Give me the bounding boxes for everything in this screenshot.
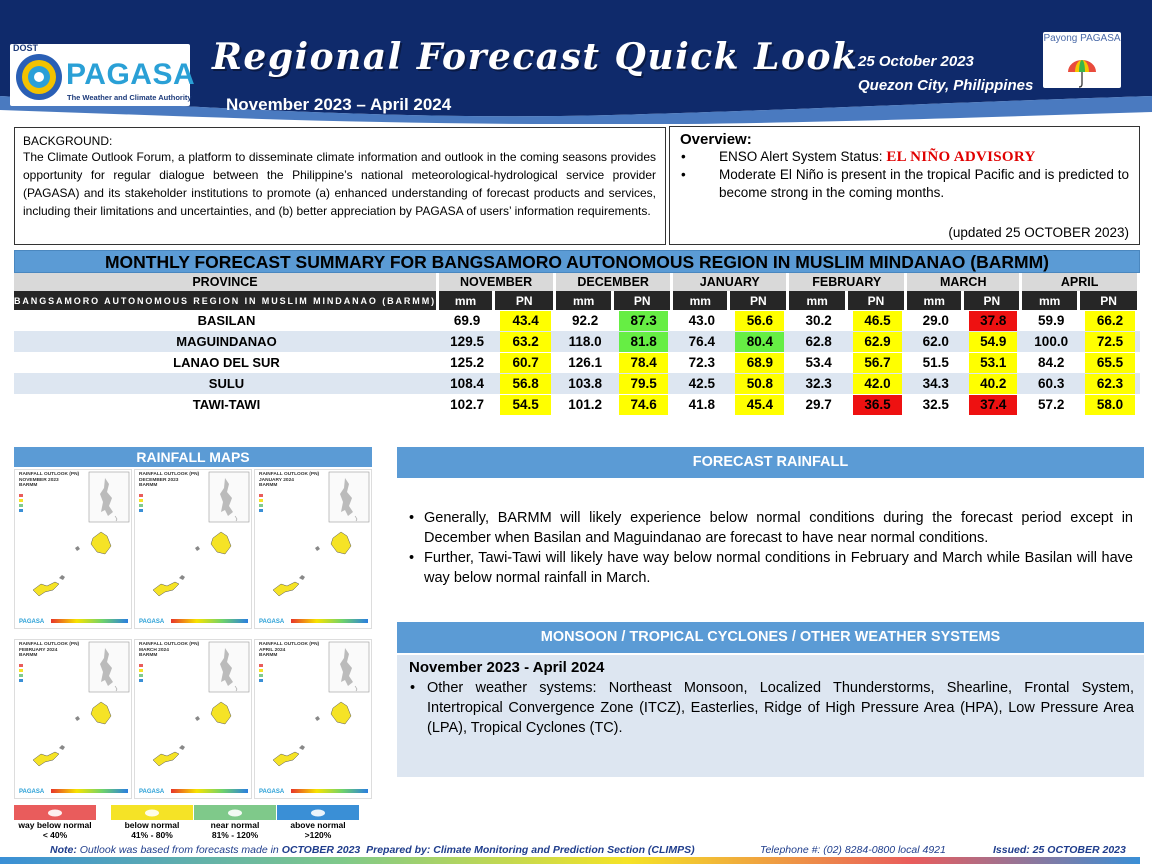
note-label: Note: [50,844,77,856]
table-row [14,373,1140,394]
pn-cell [730,394,789,415]
legend-swatch [14,805,96,820]
pn-cell [964,352,1022,373]
mm-cell: 76.4 [673,331,730,352]
mm-cell: 53.4 [805,355,832,370]
mm-cell: 57.2 [1038,397,1065,412]
note-month: OCTOBER 2023 [281,844,361,856]
pn-value: 46.5 [853,311,902,331]
mm-header: mm [556,291,614,310]
forecast-period: November 2023 – April 2024 [226,95,452,114]
pn-value: 43.4 [500,311,551,331]
payong-pagasa-logo [1043,32,1121,88]
legend-item [277,805,359,845]
monsoon-period: November 2023 - April 2024 [409,659,605,676]
legend-label: below normal [124,820,180,830]
month-header: MARCH [907,273,1022,291]
mm-cell: 102.7 [450,397,484,412]
issue-place: Quezon City, Philippines [858,77,1034,94]
mm-cell: 125.2 [450,355,484,370]
pn-cell [848,373,907,394]
pn-value: 50.8 [735,374,784,394]
pn-cell [964,331,1022,352]
mm-cell: 92.2 [571,313,599,328]
list-item: • Other weather systems: Northeast Monsoon, Localized Thunderstorms, Shearline, Frontal System, Intertropical Convergence Zone (ITCZ), Easterlies, Ridge of High Pressure Area (HPA), Low Pressure Area (LPA), Tropical Cyclones (TC). [409,678,1134,738]
pn-header: PN [848,291,907,310]
table-title: MONTHLY FORECAST SUMMARY FOR BANGSAMORO AUTONOMOUS REGION IN MUSLIM MINDANAO (BARMM) [14,250,1140,273]
month-header-row [14,273,1140,291]
footer [0,842,1152,864]
pn-value: 56.8 [500,374,551,394]
overview-section [669,126,1140,245]
province-cell: TAWI-TAWI [192,397,261,412]
pn-cell [495,394,556,415]
pagasa-logo [10,43,196,106]
map-title: RAINFALL OUTLOOK (PN) FEBRUARY 2024 BARMM [19,642,80,658]
pn-cell [495,352,556,373]
forecast-table [14,273,1140,415]
legend-swatch [111,805,193,820]
pn-value: 62.9 [853,332,902,352]
mm-cell: 69.9 [453,313,481,328]
cloud-icon [277,805,359,820]
map-pagasa-logo: PAGASA [19,619,45,625]
province-header: PROVINCE [14,273,439,291]
overview-heading: Overview: [680,131,752,148]
pn-cell [1080,373,1140,394]
pn-value: 65.5 [1085,353,1135,373]
map-pagasa-logo: PAGASA [259,789,285,795]
mm-cell: 41.8 [688,397,715,412]
mm-header: mm [907,291,964,310]
list-item: • Further, Tawi-Tawi will likely have way below normal conditions in February and March while Basilan will have way below normal rainfall in March. [408,548,1133,588]
pn-value: 66.2 [1085,311,1135,331]
map-color-bar [291,789,368,793]
pn-cell [730,352,789,373]
pn-cell [495,373,556,394]
pn-cell [614,373,673,394]
footer-note [50,844,695,856]
pn-value: 56.7 [853,353,902,373]
legend-swatch [277,805,359,820]
table-row [14,331,1140,352]
pn-value: 63.2 [500,332,551,352]
legend-item [194,805,276,845]
mm-cell: 30.2 [805,313,832,328]
background-heading: BACKGROUND: [23,134,113,148]
pn-cell [848,331,907,352]
note-text: Outlook was based from forecasts made in [76,844,282,856]
pn-value: 37.4 [969,395,1017,415]
cloud-icon [14,805,96,820]
pn-cell [730,331,789,352]
mm-cell: 118.0 [556,331,614,352]
month-header: JANUARY [673,273,789,291]
pn-header: PN [1080,291,1140,310]
legend-label: near normal [210,820,260,830]
mm-header: mm [673,291,730,310]
prepared-by: Prepared by: Climate Monitoring and Prediction Section (CLIMPS) [366,844,695,856]
mm-cell: 84.2 [1038,355,1065,370]
pn-header: PN [964,291,1022,310]
province-cell: MAGUINDANAO [14,331,439,352]
map-graphic [255,470,372,629]
mm-cell: 32.5 [922,397,949,412]
mm-header: mm [1022,291,1080,310]
footer-issued: Issued: 25 OCTOBER 2023 [993,844,1126,856]
table-row [14,352,1140,373]
mm-header: mm [439,291,495,310]
month-header: DECEMBER [556,273,673,291]
pn-value: 45.4 [735,395,784,415]
pn-cell [614,331,673,352]
cloud-icon [111,805,193,820]
pagasa-tagline: The Weather and Climate Authority [67,93,192,102]
pn-value: 36.5 [853,395,902,415]
background-text: The Climate Outlook Forum, a platform to disseminate climate information and outlook in the coming seasons provides opportunity for regular dialogue between the Philippine’s national meteorological-hydrological service provider (PAGASA) and its stakeholder institutions to promote (a) enhanced understanding of forecast products and services, including their limitations and uncertainties, and (b) better appreciation by PAGASA of users’ information requirements. [23,150,656,218]
legend-swatch [194,805,276,820]
mm-cell: 29.0 [922,313,949,328]
issue-date: 25 October 2023 [858,53,974,70]
pn-cell [614,310,673,331]
legend-item [111,805,193,845]
pn-value: 62.3 [1085,374,1135,394]
pn-cell [730,310,789,331]
pn-cell [964,373,1022,394]
rainfall-map-thumbnail [14,469,132,629]
monsoon-section [397,655,1144,777]
overview-updated: (updated 25 OCTOBER 2023) [948,225,1129,240]
umbrella-icon [1066,58,1098,88]
rainfall-map-thumbnail [134,639,252,799]
map-pagasa-logo: PAGASA [259,619,285,625]
month-header: APRIL [1022,273,1140,291]
dost-label: DOST [13,43,39,53]
province-cell: LANAO DEL SUR [173,355,280,370]
legend-label: above normal [290,820,346,830]
pn-cell [1080,352,1140,373]
pn-cell [495,331,556,352]
map-pagasa-logo: PAGASA [139,789,165,795]
mm-cell: 108.4 [439,373,495,394]
map-color-bar [51,789,128,793]
rainfall-map-thumbnail [14,639,132,799]
monsoon-heading: MONSOON / TROPICAL CYCLONES / OTHER WEATHER SYSTEMS [397,622,1144,653]
province-cell: BASILAN [197,313,256,328]
pn-value: 80.4 [735,332,784,352]
rainfall-map-thumbnail [134,469,252,629]
pn-value: 37.8 [969,311,1017,331]
pn-value: 54.9 [969,332,1017,352]
rainfall-map-thumbnail [254,639,372,799]
enso-label: ENSO Alert System Status: [719,149,887,164]
pn-value: 60.7 [500,353,551,373]
page-title: Regional Forecast Quick Look [212,36,859,78]
month-header: NOVEMBER [439,273,556,291]
map-title: RAINFALL OUTLOOK (PN) NOVEMBER 2023 BARMM [19,472,80,488]
legend-range: < 40% [42,830,68,840]
mm-cell: 62.0 [907,331,964,352]
pn-value: 74.6 [619,395,668,415]
map-graphic [255,640,372,799]
pn-cell [614,352,673,373]
pn-cell [964,310,1022,331]
pn-value: 68.9 [735,353,784,373]
map-color-bar [171,789,248,793]
pn-header: PN [614,291,673,310]
pn-value: 87.3 [619,311,668,331]
pn-value: 81.8 [619,332,668,352]
mm-cell: 60.3 [1022,373,1080,394]
rainfall-map-thumbnail [254,469,372,629]
pn-header: PN [495,291,556,310]
forecast-rainfall-heading: FORECAST RAINFALL [397,447,1144,478]
mm-cell: 100.0 [1022,331,1080,352]
mm-cell: 32.3 [789,373,848,394]
pn-cell [848,310,907,331]
cloud-icon [194,805,276,820]
pn-cell [848,352,907,373]
map-graphic [135,640,252,799]
enso-status-item [680,148,1129,166]
pn-cell [1080,310,1140,331]
map-title: RAINFALL OUTLOOK (PN) APRIL 2024 BARMM [259,642,320,658]
map-title: RAINFALL OUTLOOK (PN) JANUARY 2024 BARMM [259,472,320,488]
pn-cell [730,373,789,394]
list-item: • Generally, BARMM will likely experience below normal conditions during the forecast period except in December when Basilan and Maguindanao are forecast to have near normal conditions. [408,508,1133,548]
footer-telephone: Telephone #: (02) 8284-0800 local 4921 [760,844,946,856]
mm-cell: 62.8 [789,331,848,352]
forecast-rainfall-list [408,508,1133,588]
mm-cell: 101.2 [568,397,603,412]
rainfall-legend [14,805,358,845]
bullet-icon: • [681,149,686,164]
map-pagasa-logo: PAGASA [139,619,165,625]
pn-value: 56.6 [735,311,784,331]
enso-status-badge: EL NIÑO ADVISORY [886,149,1036,165]
map-title: RAINFALL OUTLOOK (PN) DECEMBER 2023 BARMM [139,472,200,488]
enso-detail-text: Moderate El Niño is present in the tropical Pacific and is predicted to become strong in the coming months. [719,167,1129,200]
table-row [14,394,1140,415]
mm-cell: 103.8 [556,373,614,394]
pn-cell [1080,394,1140,415]
mm-cell: 51.5 [922,355,949,370]
pn-value: 54.5 [500,395,551,415]
mm-cell: 126.1 [568,355,603,370]
legend-range: >120% [304,830,332,840]
pn-cell [964,394,1022,415]
legend-range: 41% - 80% [131,830,173,840]
table-row [14,310,1140,331]
pn-cell [495,310,556,331]
rainfall-maps-grid [14,469,372,799]
mm-cell: 34.3 [907,373,964,394]
pn-value: 79.5 [619,374,668,394]
month-header: FEBRUARY [789,273,907,291]
rainfall-maps-heading: RAINFALL MAPS [14,447,372,467]
mm-cell: 129.5 [439,331,495,352]
map-title: RAINFALL OUTLOOK (PN) MARCH 2024 BARMM [139,642,200,658]
pn-cell [848,394,907,415]
background-section [14,127,666,245]
pn-value: 78.4 [619,353,668,373]
mm-cell: 72.3 [688,355,715,370]
pn-cell [1080,331,1140,352]
pn-value: 53.1 [969,353,1017,373]
pn-value: 72.5 [1085,332,1135,352]
pn-value: 42.0 [853,374,902,394]
mm-header: mm [789,291,848,310]
monsoon-list [409,678,1134,738]
map-graphic [135,470,252,629]
mm-cell: 43.0 [688,313,715,328]
unit-header-row [14,291,1140,310]
payong-logo-text: Payong PAGASA [1043,33,1121,44]
map-color-bar [171,619,248,623]
legend-item [14,805,96,845]
legend-range: 81% - 120% [211,830,259,840]
enso-detail-item [680,166,1129,202]
mm-cell: 29.7 [805,397,832,412]
pagasa-wordmark: PAGASA [66,58,196,91]
pn-cell [614,394,673,415]
header-banner [0,0,1152,124]
pn-value: 40.2 [969,374,1017,394]
pn-value: 58.0 [1085,395,1135,415]
legend-label: way below normal [18,820,92,830]
map-graphic [15,470,132,629]
mm-cell: 59.9 [1038,313,1065,328]
table-body [14,310,1140,415]
pagasa-seal-icon [14,52,64,102]
mm-cell: 42.5 [673,373,730,394]
province-cell: SULU [14,373,439,394]
map-color-bar [291,619,368,623]
map-color-bar [51,619,128,623]
map-graphic [15,640,132,799]
map-pagasa-logo: PAGASA [19,789,45,795]
region-label: BANGSAMORO AUTONOMOUS REGION IN MUSLIM MINDANAO (BARMM) [14,291,439,310]
bullet-icon: • [681,167,686,182]
pn-header: PN [730,291,789,310]
